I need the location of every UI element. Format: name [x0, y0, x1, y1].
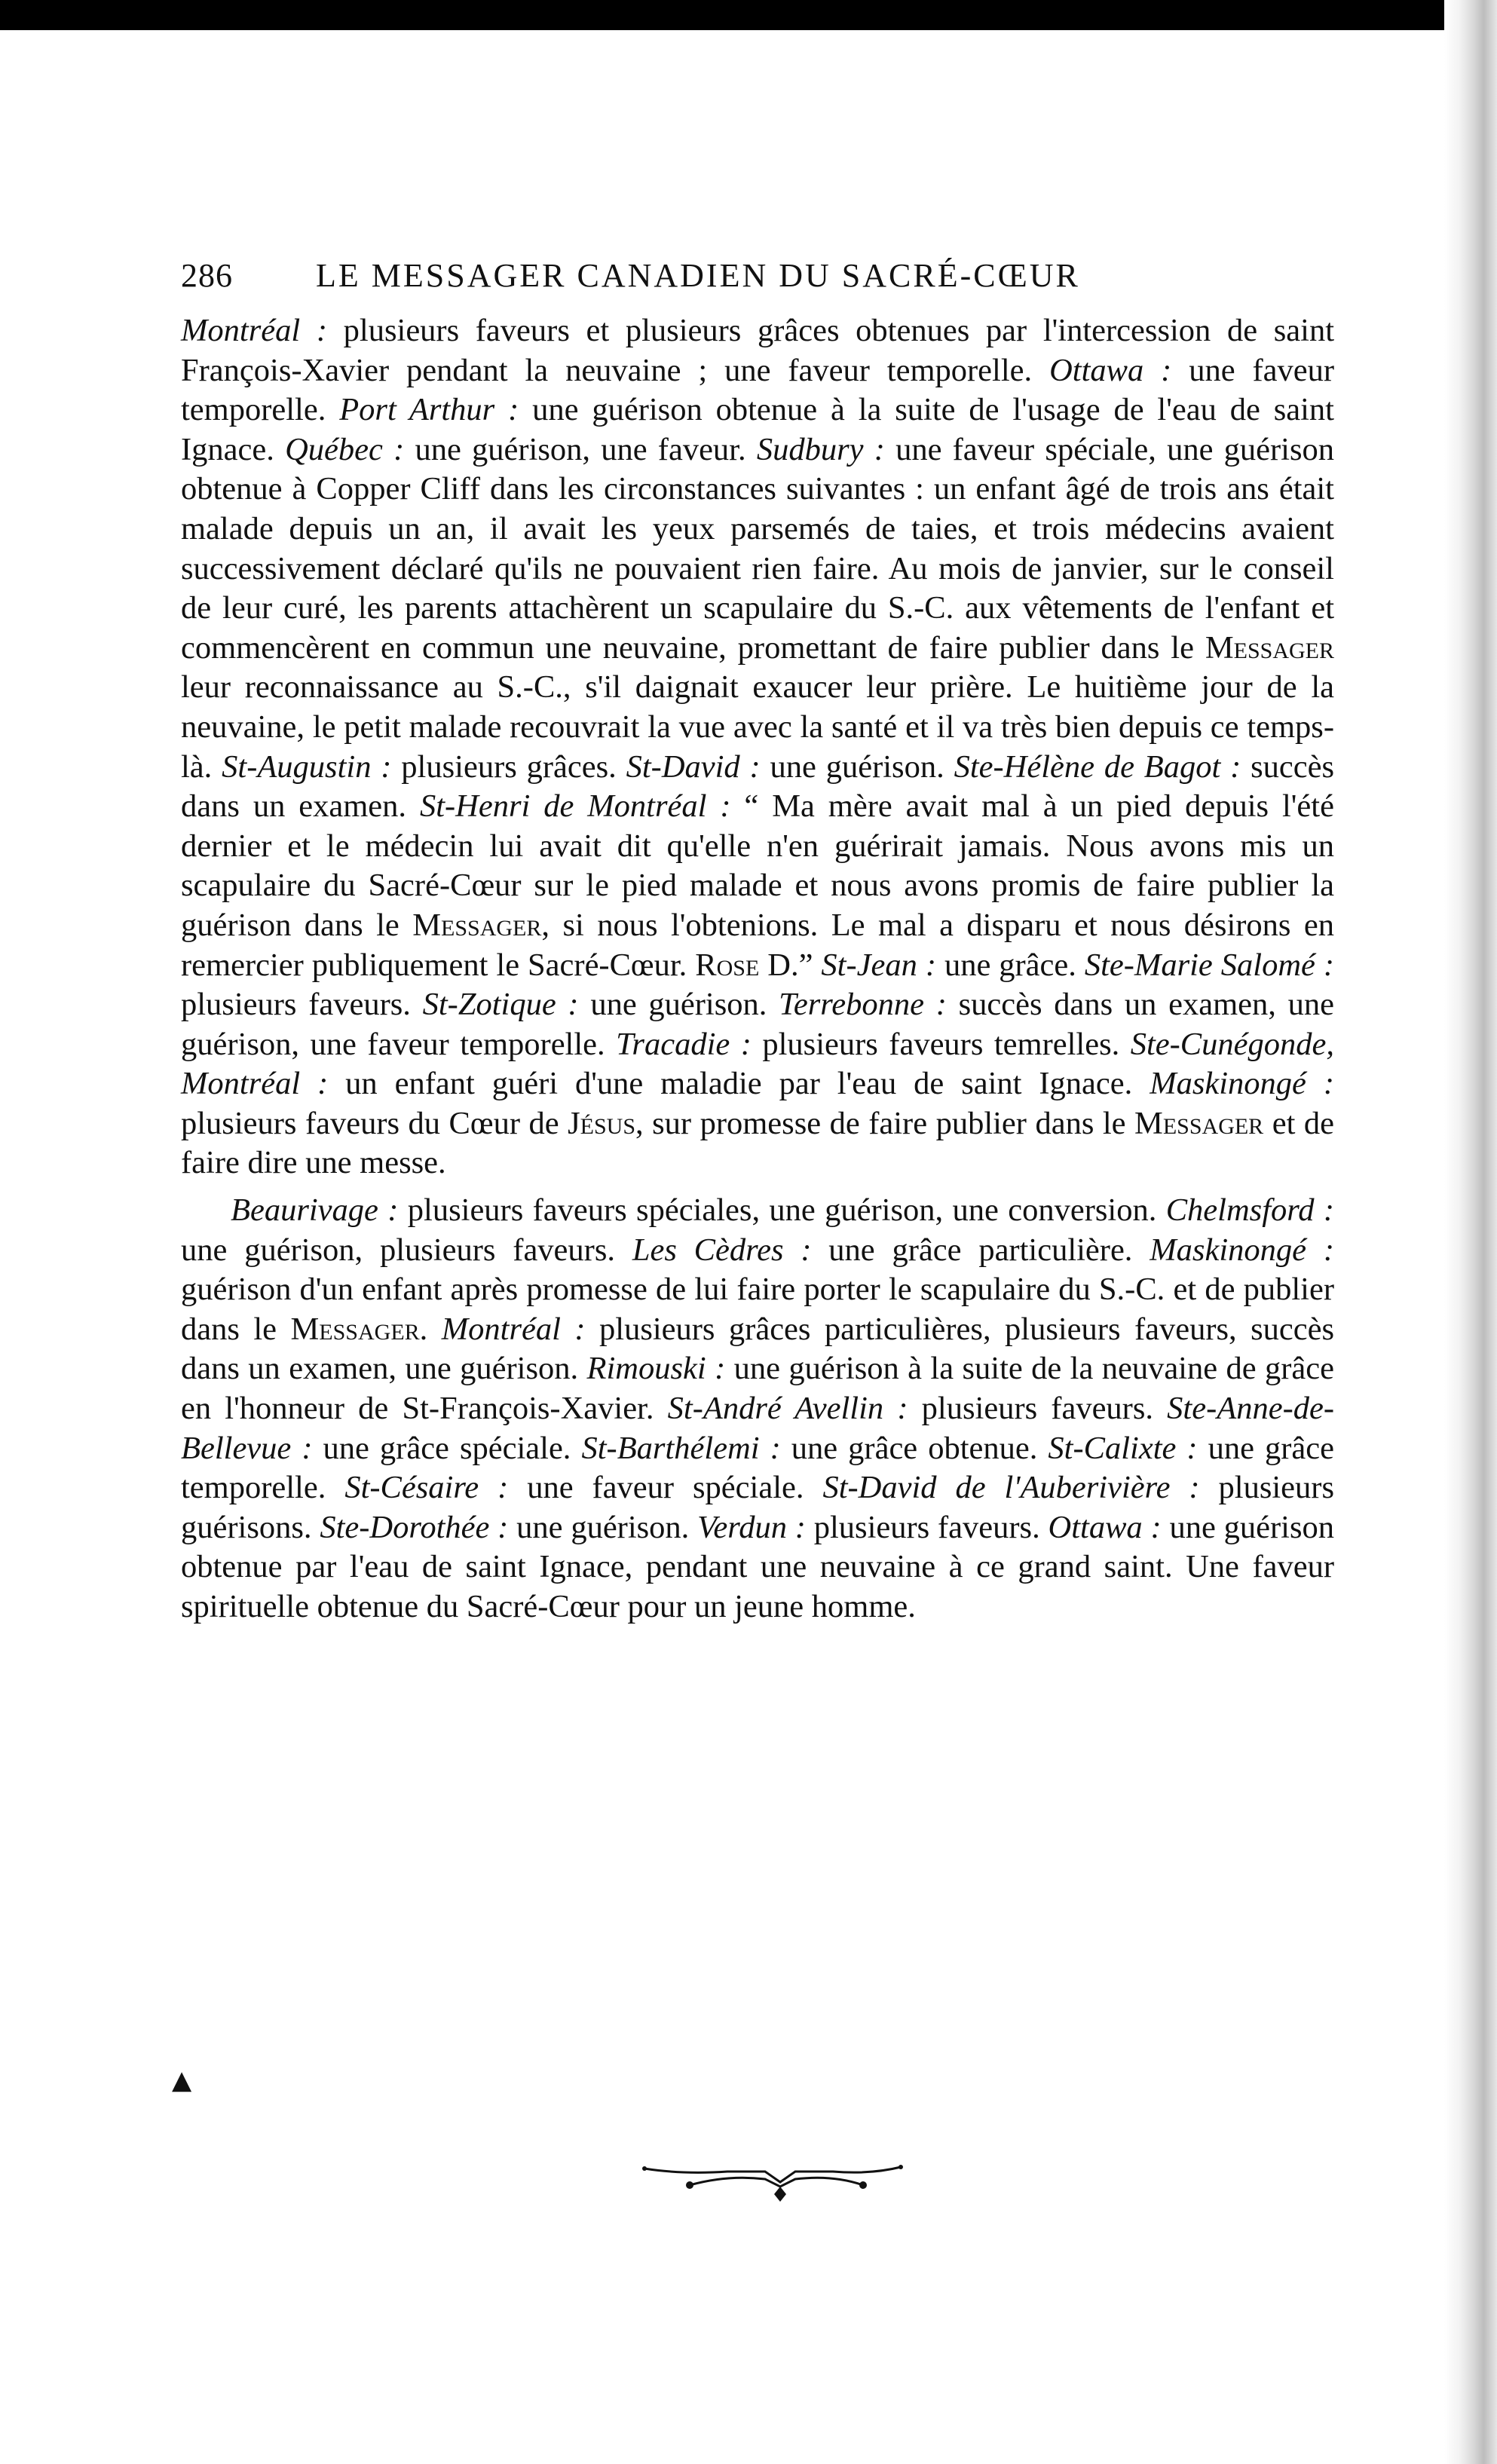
place-name: St-Augustin :	[222, 748, 392, 785]
place-name: Québec :	[285, 431, 405, 467]
place-name: Ste-Hélène de Bagot :	[954, 748, 1241, 785]
place-name: Ste-Dorothée :	[320, 1509, 509, 1545]
text-run: plusieurs faveurs.	[805, 1509, 1049, 1545]
place-name: St-Zotique :	[422, 987, 579, 1023]
place-name: St-David de l'Auberivière :	[822, 1470, 1200, 1506]
place-name: Maskinongé :	[1150, 1066, 1334, 1102]
text-run: plusieurs guérisons.	[181, 1470, 1334, 1545]
place-name: Montréal :	[181, 313, 327, 348]
place-name: St-Calixte :	[1048, 1430, 1198, 1466]
place-name: St-Henri de Montréal :	[419, 788, 731, 825]
running-head	[181, 256, 1334, 295]
place-name: Montréal :	[441, 1311, 586, 1347]
small-caps-word: Messager	[412, 907, 542, 943]
text-run: plusieurs faveurs.	[908, 1391, 1168, 1427]
small-caps-word: Messager	[1205, 629, 1334, 666]
place-name: Ste-Marie Salomé :	[1084, 947, 1334, 983]
text-run: D.”	[759, 947, 822, 983]
place-name: Rimouski :	[586, 1351, 726, 1387]
text-run: succès dans un examen, une guérison, une faveur temporelle.	[181, 987, 1334, 1062]
place-name: Ottawa :	[1048, 1509, 1162, 1545]
text-run: une grâce particulière.	[811, 1232, 1150, 1268]
text-run: une grâce obtenue.	[780, 1430, 1049, 1466]
text-run: plusieurs grâces.	[391, 748, 626, 785]
running-title: LE MESSAGER CANADIEN DU SACRÉ-CŒUR	[316, 257, 1080, 294]
text-run: une guérison obtenue par l'eau de saint Ignace, pendant une neuvaine à ce grand saint. Une faveur spirituelle obtenue du Sacré-Cœur pour un jeune homme.	[181, 1509, 1334, 1624]
place-name: Verdun :	[697, 1509, 806, 1545]
place-name: Maskinongé :	[1150, 1232, 1334, 1268]
scan-right-edge	[1444, 0, 1497, 2464]
small-caps-word: Messager	[290, 1311, 420, 1347]
text-run: plusieurs faveurs temrelles.	[751, 1026, 1131, 1062]
text-run: , sur promesse de faire publier dans le	[635, 1105, 1135, 1141]
place-name: Terrebonne :	[779, 987, 947, 1023]
text-run: une guérison.	[508, 1509, 698, 1545]
text-run: une faveur temporelle.	[181, 352, 1334, 428]
text-run: un enfant guéri d'une maladie par l'eau de saint Ignace.	[328, 1066, 1150, 1102]
text-run: une guérison à la suite de la neuvaine de grâce en l'honneur de St-François-Xavier.	[181, 1351, 1335, 1427]
place-name: Beaurivage :	[231, 1192, 399, 1229]
page-content	[181, 256, 1334, 1627]
text-run: plusieurs faveurs.	[181, 987, 423, 1023]
small-caps-word: Rose	[695, 947, 760, 983]
text-run: une grâce spéciale.	[312, 1430, 582, 1466]
place-name: Sudbury :	[756, 431, 885, 467]
pointing-hand-mark-icon: ▲	[172, 2065, 192, 2095]
page-number: 286	[181, 257, 233, 294]
text-run: une grâce.	[935, 947, 1085, 983]
place-name: Tracadie :	[616, 1026, 752, 1062]
text-run: plusieurs faveurs du Cœur de	[181, 1105, 568, 1141]
text-run: “ Ma mère avait mal à un pied depuis l'été dernier et le médecin lui avait dit qu'elle n'en guérirait jamais. Nous avons mis un scapulaire du Sacré-Cœur sur le pied malade et nous avons promis de faire publier la guérison dans le	[181, 788, 1334, 943]
text-run: plusieurs faveurs et plusieurs grâces obtenues par l'intercession de saint François-Xavier pendant la neuvaine ; une faveur temporelle.	[181, 313, 1335, 388]
text-run: succès dans un examen.	[181, 748, 1335, 825]
place-name: St-Jean :	[821, 947, 936, 983]
place-name: St-Barthélemi :	[581, 1430, 781, 1466]
paragraph-2	[181, 1191, 1334, 1627]
text-run: plusieurs grâces particulières, plusieurs faveurs, succès dans un examen, une guérison.	[181, 1311, 1335, 1387]
small-caps-word: Jésus	[568, 1105, 636, 1141]
text-run: une guérison.	[760, 748, 954, 785]
text-run: .	[419, 1311, 442, 1347]
scan-top-border	[0, 0, 1497, 30]
text-run: une guérison obtenue à la suite de l'usage de l'eau de saint Ignace.	[181, 392, 1334, 467]
text-run: une faveur spéciale, une guérison obtenue à Copper Cliff dans les circonstances suivantes : un enfant âgé de trois ans était malade depuis un an, il avait les yeux parsemés de taies, et trois médecins avaient successivement déclaré qu'ils ne pouvaient rien faire. Au mois de janvier, sur le conseil de leur curé, les parents attachèrent un scapulaire du S.-C. aux vêtements de l'enfant et commencèrent en commun une neuvaine, promettant de faire publier dans le	[181, 431, 1335, 666]
text-run: une guérison, une faveur.	[404, 431, 757, 467]
place-name: St-Césaire :	[344, 1470, 509, 1506]
text-run: , si nous l'obtenions. Le mal a disparu et nous désirons en remercier publiquement le Sacré-Cœur.	[181, 907, 1334, 983]
place-name: St-André Avellin :	[667, 1391, 908, 1427]
text-run: une faveur spéciale.	[508, 1470, 823, 1506]
place-name: Ottawa :	[1049, 352, 1172, 388]
text-run: une guérison.	[578, 987, 779, 1023]
paragraph-1	[181, 311, 1334, 1183]
place-name: Ste-Anne-de-Bellevue :	[181, 1391, 1334, 1466]
place-name: St-David :	[626, 748, 761, 785]
place-name: Ste-Cunégonde, Montréal :	[181, 1026, 1334, 1102]
place-name: Les Cèdres :	[632, 1232, 812, 1268]
text-run: leur reconnaissance au S.-C., s'il daignait exaucer leur prière. Le huitième jour de la neuvaine, le petit malade recouvrait la vue avec la santé et il va très bien depuis ce temps-là.	[181, 669, 1334, 785]
text-run: plusieurs faveurs spéciales, une guérison, une conversion.	[398, 1192, 1166, 1229]
text-run: une guérison, plusieurs faveurs.	[181, 1232, 632, 1268]
text-run: et de faire dire une messe.	[181, 1105, 1334, 1181]
text-run: une grâce temporelle.	[181, 1430, 1334, 1506]
place-name: Port Arthur :	[339, 392, 519, 428]
text-run: guérison d'un enfant après promesse de lui faire porter le scapulaire du S.-C. et de publier dans le	[181, 1272, 1334, 1347]
place-name: Chelmsford :	[1165, 1192, 1334, 1229]
tailpiece-ornament-icon	[637, 2152, 908, 2205]
small-caps-word: Messager	[1134, 1105, 1264, 1141]
